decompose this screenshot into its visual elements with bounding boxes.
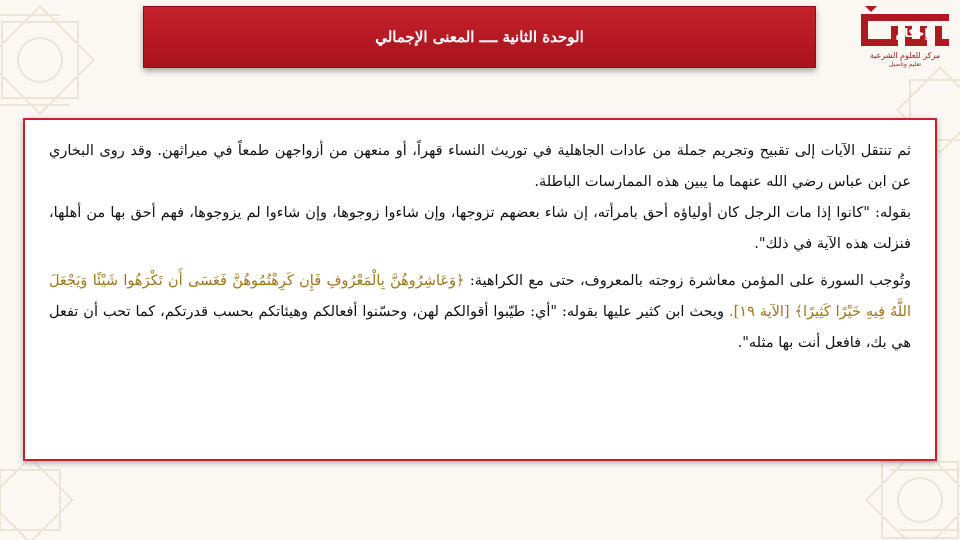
paragraph-1: ثم تنتقل الآيات إلى تقبيح وتجريم جملة من عادات الجاهلية في توريث النساء قهراً، أو منعهن من أزواجهن طمعاً في ميراثهن. وقد روى البخاري عن ابن عباس رضي الله عنهما ما يبين هذه الممارسات الباطلة. — [49, 143, 911, 190]
logo-tagline: تعليم وتأصيل — [888, 61, 922, 68]
svg-text:إحكام: إحكام — [895, 26, 929, 40]
content-box — [23, 118, 937, 461]
paragraph-2-intro: وتُوجب السورة على المؤمن معاشرة زوجته بالمعروف، حتى مع الكراهية: — [464, 273, 911, 289]
paragraph-2 — [49, 266, 911, 359]
paragraph-2-rest: ويحث ابن كثير عليها بقوله: "أي: طيّبوا أقوالكم لهن، وحسّنوا أفعالكم وهيئاتكم بحسب قدرتكم، كما تحب أن تفعل هي بك، فافعل أنت بها مثله". — [49, 304, 911, 351]
logo-mark-icon — [857, 6, 953, 50]
title-banner — [143, 6, 816, 68]
quran-verse: ﴿وَعَاشِرُوهُنَّ بِالْمَعْرُوفِ فَإِن كَرِهْتُمُوهُنَّ فَعَسَى أَن تَكْرَهُوا شَيْئًا وَيَجْعَلَ اللَّهُ فِيهِ خَيْرًا كَثِيرًا﴾ [الآية ١٩]. — [49, 273, 911, 320]
logo — [855, 4, 955, 70]
paragraph-1b: بقوله: "كانوا إذا مات الرجل كان أولياؤه أحق بامرأته، إن شاء بعضهم تزوجها، وإن شاءوا زوجوها، وإن شاءوا لم يزوجوها، فهم أحق بها من أهلها، فنزلت هذه الآية في ذلك". — [49, 205, 911, 252]
logo-subtitle: مركز للعلوم الشرعية — [869, 51, 941, 60]
page-title: الوحدة الثانية ــــ المعنى الإجمالي — [375, 28, 584, 46]
